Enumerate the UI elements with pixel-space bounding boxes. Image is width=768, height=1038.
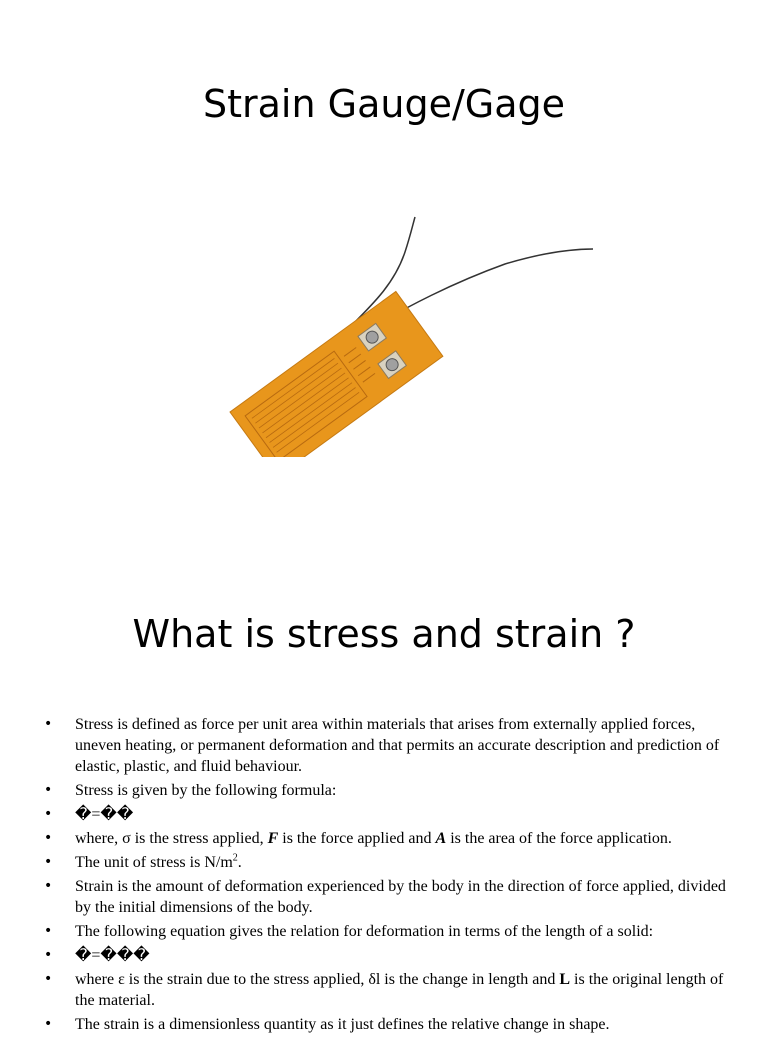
section-title: What is stress and strain ? (132, 612, 636, 656)
bullet-list (0, 714, 768, 1038)
slide-title: Strain Gauge/Gage (202, 82, 565, 126)
bullet-point: • (44, 830, 53, 846)
list-item: • The unit of stress is $N/m^2$. (44, 852, 242, 871)
bullet-point: • (44, 923, 53, 939)
list-item: • The strain is a dimensionless quantity as it just defines the relative change in shape. (44, 1016, 610, 1033)
bullet-point: • (44, 854, 53, 870)
strain-gauge-photo (225, 212, 605, 457)
list-item: • where ε is the strain due to the stress applied, δl is the change in length and L is the original length of the material. (44, 971, 724, 1009)
list-item: • where, σ is the stress applied, F is the force applied and A is the area of the force application. (44, 830, 672, 847)
list-item: • Strain is the amount of deformation experienced by the body in the direction of force applied, divided by the initial dimensions of the body. (44, 878, 726, 916)
bullet-point: • (44, 716, 53, 732)
bullet-point: • (44, 971, 53, 987)
bullet-point: • (44, 1016, 53, 1032)
list-item: • Stress is defined as force per unit area within materials that arises from externally applied forces, uneven heating, or permanent deformation and that permits an accurate description and prediction of elastic, plastic, and fluid behaviour. (44, 716, 720, 775)
bullet-point: • (44, 947, 53, 963)
strain-formula: �=��� (75, 947, 150, 964)
bullet-point: • (44, 806, 53, 822)
list-item (0, 804, 768, 825)
list-item: • The following equation gives the relation for deformation in terms of the length of a solid: (44, 923, 654, 940)
list-item: • Stress is given by the following formula: (44, 782, 337, 799)
stress-formula: �=�� (75, 806, 134, 823)
list-item (0, 945, 768, 966)
bullet-point: • (44, 878, 53, 894)
bullet-point: • (44, 782, 53, 798)
